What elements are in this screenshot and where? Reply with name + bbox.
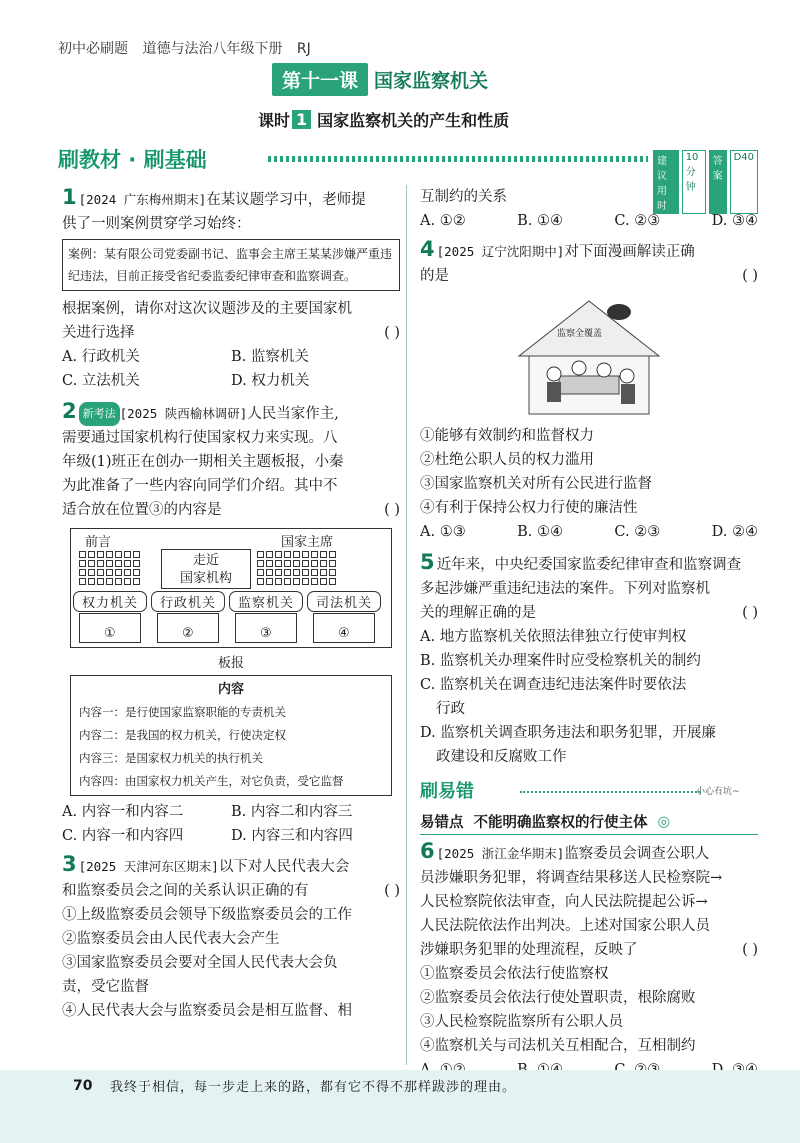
q2-source: [2025 陕西榆林调研] [119, 406, 248, 421]
error-divider [520, 791, 700, 793]
q6-item: ③人民检察院监察所有公职人员 [420, 1014, 623, 1030]
content-item: 内容二：是我国的权力机关，行使决定权 [79, 728, 286, 742]
organ-position: ② [182, 626, 194, 641]
q2-number: 2 [62, 399, 77, 423]
board-grid-right [257, 551, 336, 585]
q1-number: 1 [62, 185, 77, 209]
board-center-line1: 走近 [192, 553, 219, 568]
answer-bracket[interactable]: ( ) [384, 325, 400, 341]
q5-number: 5 [420, 550, 435, 574]
q4-text: 对下面漫画解读正确 [564, 244, 695, 260]
q3-option-d[interactable]: D. ③④ [711, 213, 758, 229]
footer-motto: 我终于相信，每一步走上来的路，都有它不得不那样跋涉的理由。 [110, 1080, 517, 1095]
answer-bracket[interactable]: ( ) [742, 605, 758, 621]
blackboard-diagram [70, 528, 392, 648]
q4-text-2: 的是 [420, 268, 449, 284]
board-center [161, 549, 251, 589]
q3-item: 责，受它监督 [62, 979, 149, 995]
time-value: 10 分钟 [682, 150, 706, 214]
question-5 [420, 550, 758, 769]
q2-option-c[interactable]: C. 内容一和内容四 [62, 828, 184, 844]
board-organ [307, 591, 381, 645]
error-point-label: 易错点 [420, 815, 464, 831]
q5-option-d[interactable]: D. 监察机关调查职务违法和职务犯罪，开展廉 [420, 725, 716, 741]
organ-position: ③ [260, 626, 272, 641]
banner-divider [268, 156, 648, 162]
q1-text-2: 供了一则案例贯穿学习始终： [62, 216, 251, 232]
board-organ [229, 591, 303, 645]
content-item: 内容一：是行使国家监察职能的专责机关 [79, 705, 286, 719]
q5-ask: 关的理解正确的是 [420, 605, 536, 621]
period-name: 国家监察机关的产生和性质 [317, 111, 510, 130]
column-divider [406, 185, 407, 1065]
error-point-title [420, 811, 758, 835]
q4-item: ②杜绝公职人员的权力滥用 [420, 452, 594, 468]
right-column [420, 185, 758, 1082]
period-prefix: 课时 [258, 111, 291, 130]
q5-option-a[interactable]: A. 地方监察机关依照法律独立行使审判权 [420, 629, 687, 645]
q4-option-b[interactable]: B. ①④ [517, 524, 563, 540]
answer-bracket[interactable]: ( ) [384, 502, 400, 518]
q3-option-b[interactable]: B. ①④ [517, 213, 563, 229]
q4-option-c[interactable]: C. ②③ [614, 524, 661, 540]
q5-text-2: 多起涉嫌严重违纪违法的案件。下列对监察机 [420, 581, 710, 597]
organ-name: 司法机关 [307, 591, 381, 612]
q4-number: 4 [420, 237, 435, 261]
q1-source: [2024 广东梅州期末] [78, 192, 207, 207]
q5-option-d-cont: 政建设和反腐败工作 [436, 749, 567, 765]
q3-item: ①上级监察委员会领导下级监察委员会的工作 [62, 907, 352, 923]
q3-number: 3 [62, 852, 77, 876]
q2-option-b[interactable]: B. 内容二和内容三 [231, 804, 353, 820]
lesson-number: 第十一课 [272, 63, 368, 96]
q3-text: 以下对人民代表大会 [218, 859, 350, 875]
q5-text: 近年来，中央纪委国家监委纪律审查和监察调查 [436, 557, 742, 573]
banner-brand: 刷教材 · 刷基础 [58, 148, 207, 172]
page-number: 70 [73, 1078, 93, 1094]
organ-name: 行政机关 [151, 591, 225, 612]
error-brand: 刷易错 [420, 781, 474, 802]
organ-name: 监察机关 [229, 591, 303, 612]
q2-text: 人民当家作主, [247, 406, 339, 422]
q6-ask: 涉嫌职务犯罪的处理流程，反映了 [420, 942, 638, 958]
q4-source: [2025 辽宁沈阳期中] [436, 244, 565, 259]
lesson-title [272, 63, 488, 95]
board-organ [73, 591, 147, 645]
q6-item: ①监察委员会依法行使监察权 [420, 966, 609, 982]
cartoon-drawing [509, 296, 669, 416]
answer-label: 答案 [709, 150, 727, 214]
q5-option-b[interactable]: B. 监察机关办理案件时应受检察机关的制约 [420, 653, 701, 669]
q6-line: 人民法院依法作出判决。上述对国家公职人员 [420, 918, 710, 934]
content-item: 内容三：是国家权力机关的执行机关 [79, 751, 263, 765]
question-4 [420, 237, 758, 544]
content-item: 内容四：由国家权力机关产生，对它负责，受它监督 [79, 774, 344, 788]
answer-bracket[interactable]: ( ) [742, 942, 758, 958]
q1-option-a[interactable]: A. 行政机关 [62, 349, 140, 365]
q1-option-d[interactable]: D. 权力机关 [231, 373, 310, 389]
q1-text: 在某议题学习中，老师提 [206, 192, 366, 208]
q6-line: 人民检察院依法审查，向人民法院提起公诉→ [420, 894, 708, 910]
content-heading: 内容 [217, 682, 244, 697]
q4-option-d[interactable]: D. ②④ [711, 524, 758, 540]
q6-source: [2025 浙江金华期末] [436, 846, 565, 861]
q2-option-d[interactable]: D. 内容三和内容四 [231, 828, 353, 844]
period-title [258, 108, 509, 131]
q1-option-c[interactable]: C. 立法机关 [62, 373, 140, 389]
target-icon: ◎ [657, 813, 671, 830]
answer-bracket[interactable]: ( ) [384, 883, 400, 899]
edition: RJ [296, 41, 311, 57]
lesson-name: 国家监察机关 [374, 69, 489, 92]
q6-number: 6 [420, 839, 435, 863]
question-6 [420, 839, 758, 1082]
question-2 [62, 399, 400, 848]
new-method-tag: 新考法 [79, 402, 120, 426]
q2-ask: 适合放在位置③的内容是 [62, 502, 222, 518]
q2-line: 需要通过国家机构行使国家权力来实现。八 [62, 430, 338, 446]
board-center-line2: 国家机构 [179, 571, 232, 586]
q3-item: ③国家监察委员会要对全国人民代表大会负 [62, 955, 338, 971]
q3-option-a[interactable]: A. ①② [420, 213, 466, 229]
series-name: 初中必刷题 [58, 41, 128, 57]
q3-item-continued: 互制约的关系 [420, 189, 507, 205]
q5-option-c-cont: 行政 [436, 701, 465, 717]
book-name: 道德与法治八年级下册 [142, 41, 283, 57]
board-label-president: 国家主席 [281, 535, 334, 550]
error-hint: 小心有坑~ [696, 787, 740, 797]
q3-option-c[interactable]: C. ②③ [614, 213, 661, 229]
question-1 [62, 185, 400, 393]
left-column [62, 185, 400, 1023]
q3-item: ②监察委员会由人民代表大会产生 [62, 931, 280, 947]
organ-position: ④ [338, 626, 350, 641]
board-caption: 板报 [217, 656, 244, 671]
board-label-preface: 前言 [85, 535, 112, 550]
answer-page: D40 [730, 150, 758, 214]
time-label: 建议用时 [653, 150, 679, 214]
q2-line: 年级(1)班正在创办一期相关主题板报，小秦 [62, 454, 344, 470]
error-banner [420, 777, 758, 807]
board-grid-left [79, 551, 140, 585]
q2-option-a[interactable]: A. 内容一和内容二 [62, 804, 184, 820]
error-point-text: 不能明确监察权的行使主体 [473, 815, 648, 831]
content-box [70, 675, 392, 796]
q6-item: ④监察机关与司法机关互相配合，互相制约 [420, 1038, 696, 1054]
q6-item: ②监察委员会依法行使处置职责，根除腐败 [420, 990, 696, 1006]
q6-text: 监察委员会调查公职人 [564, 846, 710, 862]
q4-item: ①能够有效制约和监督权力 [420, 428, 594, 444]
q2-line: 为此准备了一些内容向同学们介绍。其中不 [62, 478, 338, 494]
period-number: 1 [292, 110, 311, 129]
board-organ [151, 591, 225, 645]
organ-position: ① [104, 626, 116, 641]
cartoon-caption: 监察全覆盖 [557, 329, 603, 339]
q4-item: ④有利于保持公权力行使的廉洁性 [420, 500, 638, 516]
organ-name: 权力机关 [73, 591, 147, 612]
cartoon-image [509, 296, 669, 416]
q5-option-c[interactable]: C. 监察机关在调查违纪违法案件时要依法 [420, 677, 687, 693]
q1-ask-2: 关进行选择 [62, 325, 135, 341]
q3-text-2: 和监察委员会之间的关系认识正确的有 [62, 883, 309, 899]
page-footer [0, 1070, 800, 1143]
page-header [58, 38, 321, 58]
q1-ask: 根据案例，请你对这次议题涉及的主要国家机 [62, 301, 352, 317]
answer-bracket[interactable]: ( ) [742, 268, 758, 284]
question-3 [62, 852, 400, 1023]
q1-case: 案例：某有限公司党委副书记、监事会主席王某某涉嫌严重违纪违法，目前正接受省纪委监委纪律审查和监察调查。 [62, 239, 400, 291]
q4-item: ③国家监察机关对所有公民进行监督 [420, 476, 652, 492]
q1-option-b[interactable]: B. 监察机关 [231, 349, 309, 365]
q3-item: ④人民代表大会与监察委员会是相互监督、相 [62, 1003, 352, 1019]
q6-line: 员涉嫌职务犯罪，将调查结果移送人民检察院→ [420, 870, 723, 886]
q3-source: [2025 天津河东区期末] [78, 859, 219, 874]
q4-option-a[interactable]: A. ①③ [420, 524, 466, 540]
